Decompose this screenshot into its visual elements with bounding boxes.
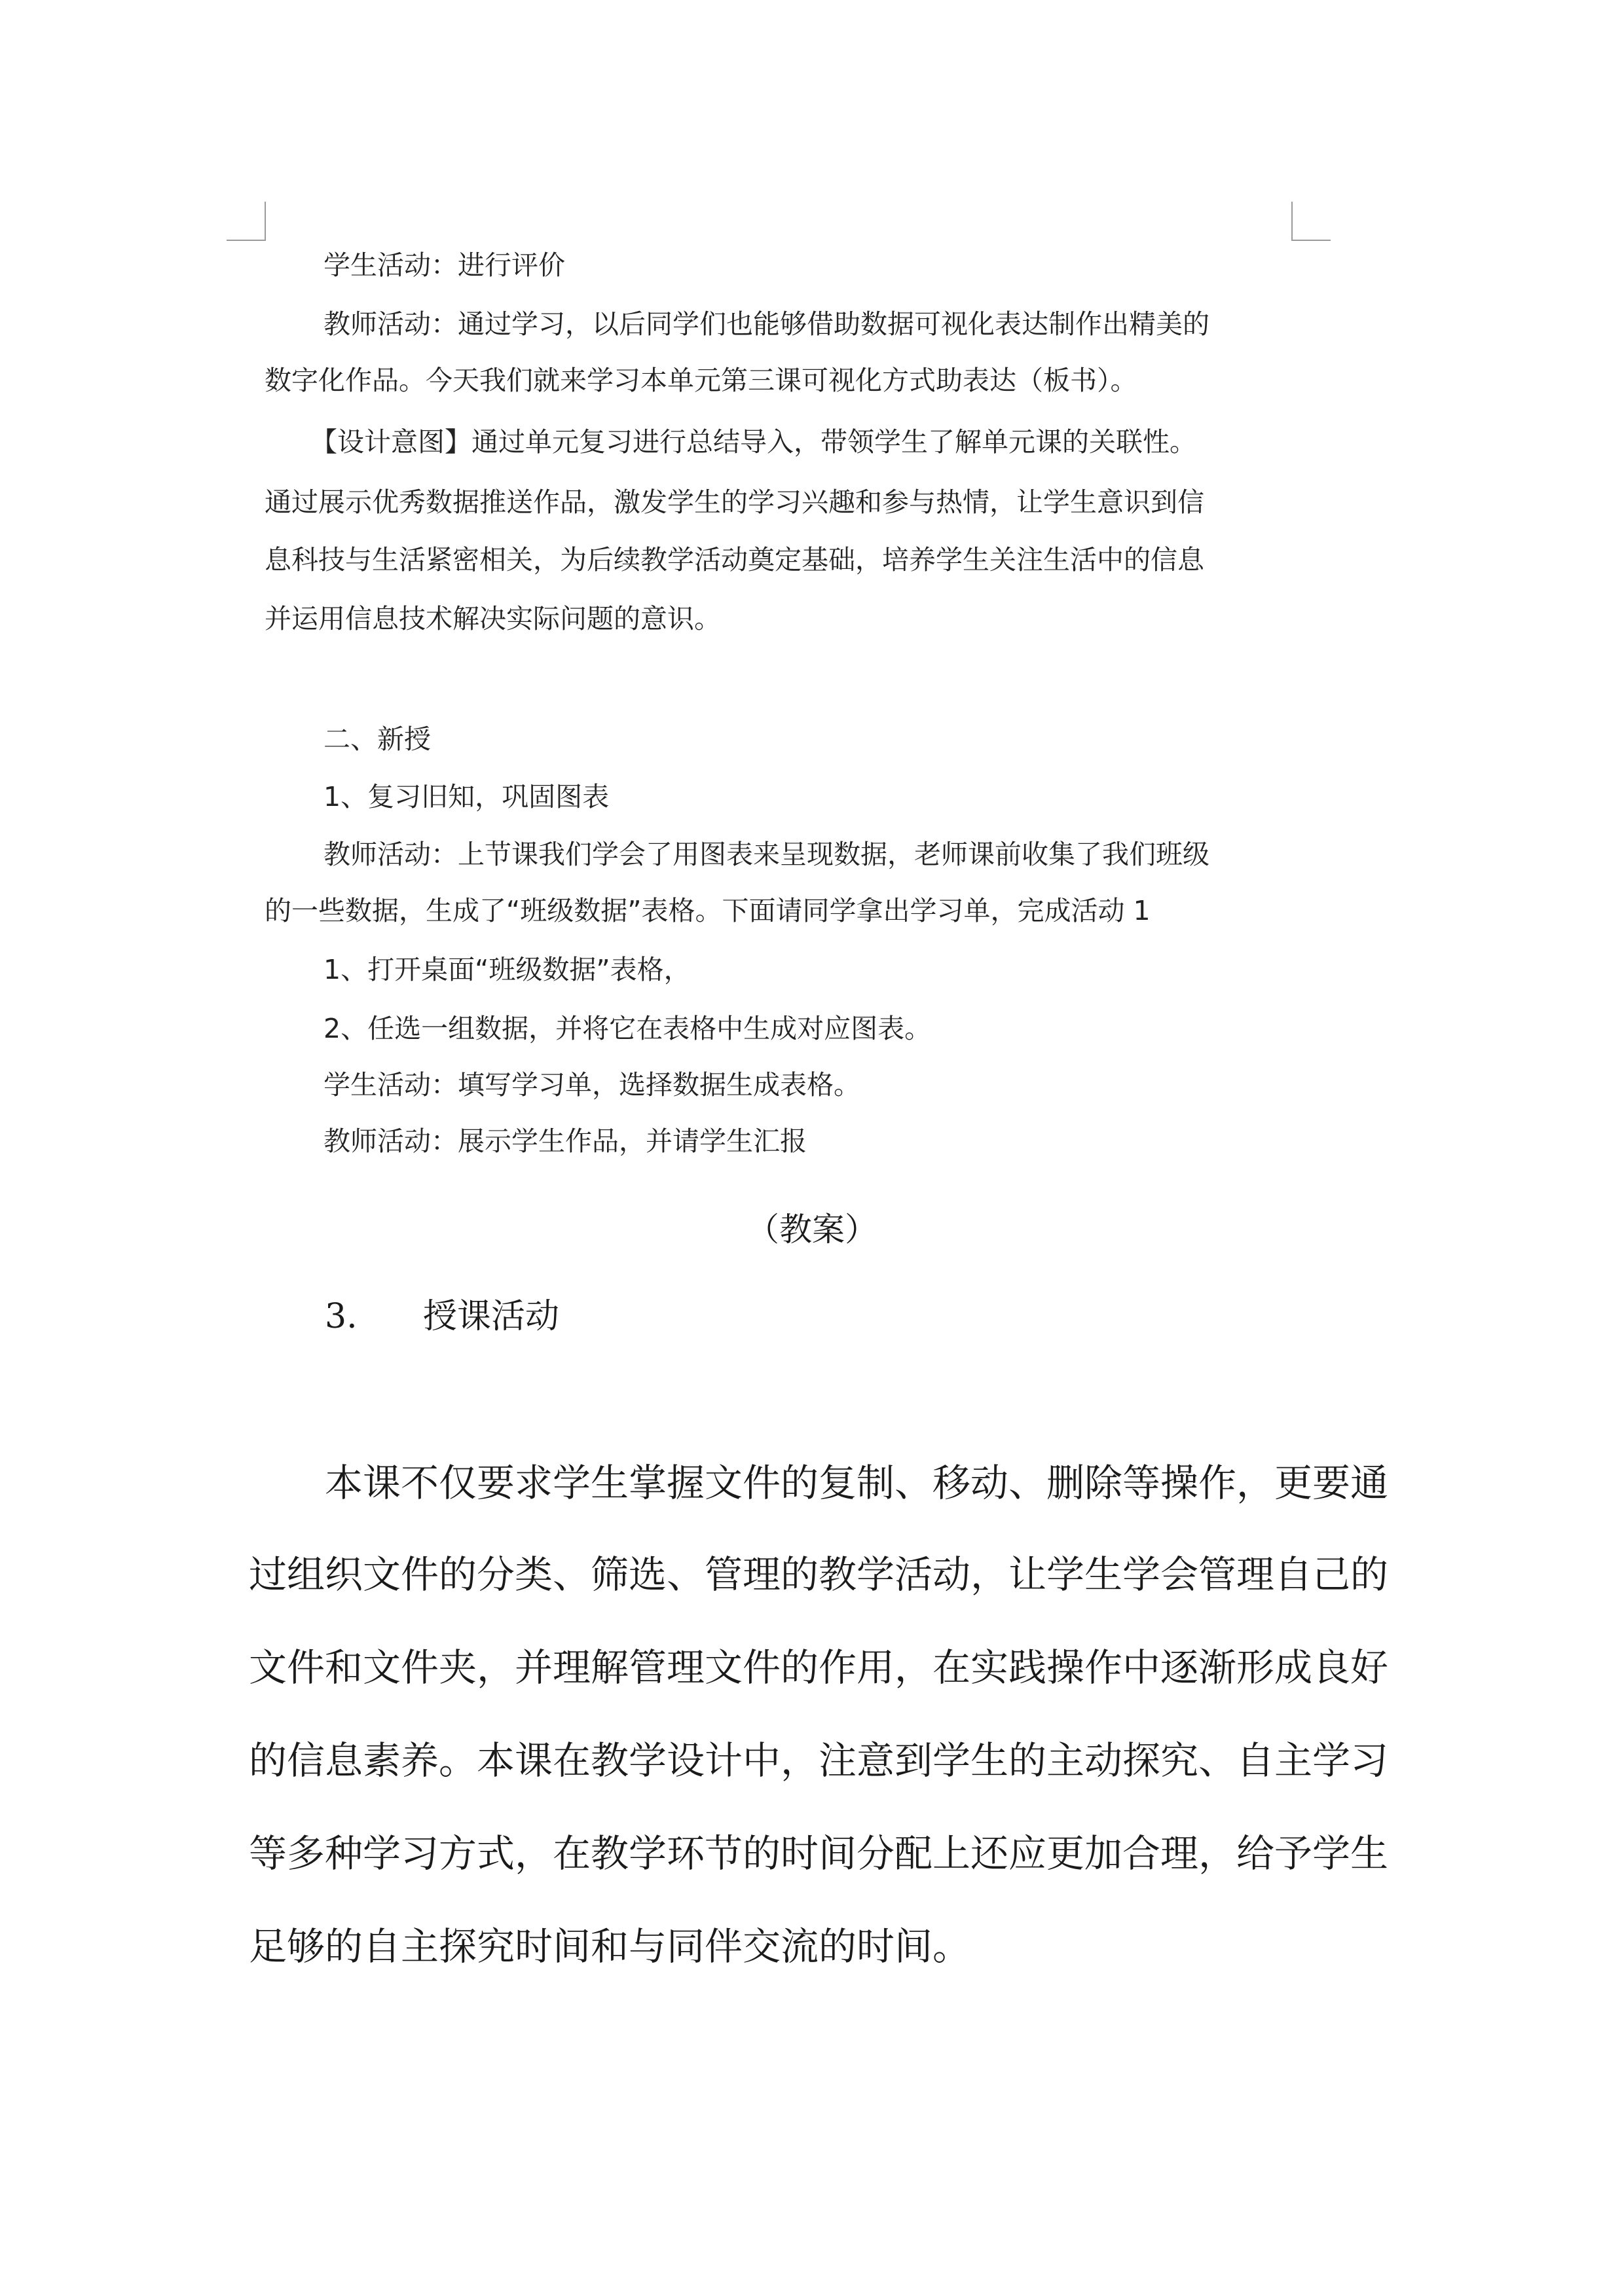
shot-line: 教师活动：展示学生作品，并请学生汇报 <box>323 1125 807 1157</box>
shot-line: 2、任选一组数据，并将它在表格中生成对应图表。 <box>323 1013 932 1044</box>
crop-mark-top-left <box>227 202 266 241</box>
shot-line: 并运用信息技术解决实际问题的意识。 <box>265 603 721 634</box>
section-title: 授课活动 <box>423 1297 560 1336</box>
shot-line: 教师活动：上节课我们学会了用图表来呈现数据，老师课前收集了我们班级 <box>323 839 1209 870</box>
shot-line: 数字化作品。今天我们就来学习本单元第三课可视化方式助表达（板书）。 <box>265 365 1137 396</box>
shot-line: 学生活动：填写学习单，选择数据生成表格。 <box>323 1069 860 1101</box>
shot-line: 1、打开桌面“班级数据”表格， <box>323 954 691 985</box>
figure-caption: （教案） <box>747 1211 877 1248</box>
section-number: 3. <box>325 1297 358 1336</box>
shot-line: 学生活动：进行评价 <box>323 249 565 281</box>
paragraph-line: 的信息素养。本课在教学设计中，注意到学生的主动探究、自主学习 <box>249 1738 1389 1783</box>
paragraph-line: 等多种学习方式，在教学环节的时间分配上还应更加合理，给予学生 <box>249 1831 1389 1876</box>
paragraph-line: 文件和文件夹，并理解管理文件的作用，在实践操作中逐渐形成良好 <box>249 1645 1389 1690</box>
paragraph-line: 本课不仅要求学生掌握文件的复制、移动、删除等操作，更要通 <box>325 1461 1389 1505</box>
section-heading <box>325 1288 559 1338</box>
shot-line: 教师活动：通过学习，以后同学们也能够借助数据可视化表达制作出精美的 <box>323 308 1209 340</box>
shot-line: 的一些数据，生成了“班级数据”表格。下面请同学拿出学习单，完成活动 1 <box>265 895 1151 926</box>
shot-line: 1、复习旧知，巩固图表 <box>323 781 610 812</box>
paragraph-line: 足够的自主探究时间和与同伴交流的时间。 <box>249 1924 971 1969</box>
paragraph-line: 过组织文件的分类、筛选、管理的教学活动，让学生学会管理自己的 <box>249 1552 1389 1597</box>
shot-line: 息科技与生活紧密相关，为后续教学活动奠定基础，培养学生关注生活中的信息 <box>265 544 1204 575</box>
crop-mark-top-right <box>1291 202 1331 241</box>
shot-subheading: 二、新授 <box>323 723 431 755</box>
shot-line: 【设计意图】通过单元复习进行总结导入，带领学生了解单元课的关联性。 <box>310 426 1196 458</box>
shot-line: 通过展示优秀数据推送作品，激发学生的学习兴趣和参与热情，让学生意识到信 <box>265 486 1204 518</box>
